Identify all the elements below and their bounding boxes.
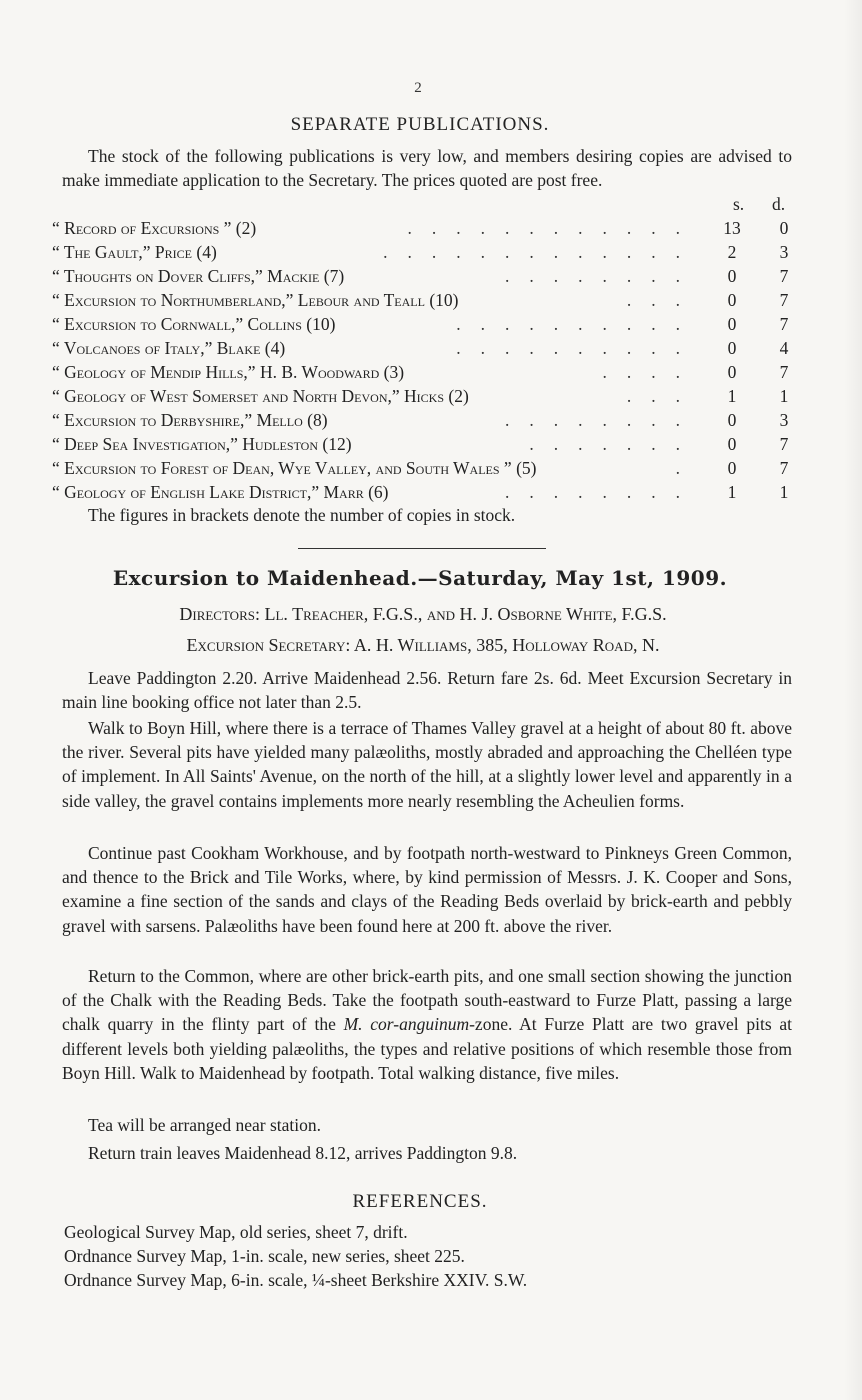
leader-dots: ........	[505, 410, 700, 430]
publication-title: “ Deep Sea Investigation,” Hudleston (12)	[52, 434, 352, 454]
price-shillings: 1	[727, 482, 737, 502]
excursion-secretary	[0, 633, 846, 657]
excursion-paragraph-6: Return train leaves Maidenhead 8.12, arrives Paddington 9.8.	[88, 1143, 518, 1163]
publication-title: “ Record of Excursions ” (2)	[52, 218, 257, 238]
publication-row	[52, 336, 796, 360]
price-shillings: 13	[723, 218, 741, 238]
price-shillings: 0	[727, 458, 737, 478]
paragraph-4-text-a: Return to the Common, where are other brick-earth pits, and one small section showing the junction of the Chalk with the Reading Beds. Take the footpath south-eastward to Furze Platt, passing a large chalk quarry in the flinty part of the	[62, 966, 792, 1035]
publication-row	[52, 240, 796, 264]
leader-dots: ...	[626, 386, 700, 406]
price-shillings: 0	[727, 314, 737, 334]
price-pence: 7	[779, 266, 789, 286]
price-pence: 3	[779, 242, 789, 262]
publication-title: “ Volcanoes of Italy,” Blake (4)	[52, 338, 286, 358]
price-pence: 0	[779, 218, 789, 238]
publication-row	[52, 264, 796, 288]
excursion-paragraph-1: Leave Paddington 2.20. Arrive Maidenhead 2.56. Return fare 2s. 6d. Meet Excursion Secretary in main line booking office not later than 2.5.	[62, 668, 792, 713]
publication-row	[52, 360, 796, 384]
page-gutter-shadow	[844, 0, 862, 1400]
price-shillings: 0	[727, 290, 737, 310]
price-pence: 7	[779, 434, 789, 454]
references-heading: REFERENCES.	[352, 1191, 488, 1212]
publication-row	[52, 312, 796, 336]
shillings-column-header: s.	[733, 194, 745, 214]
excursion-title: Excursion to Maidenhead.—Saturday, May 1st, 1909.	[112, 566, 728, 590]
publications-intro: The stock of the following publications is very low, and members desiring copies are advised to make immediate application to the Secretary. The prices quoted are post free.	[62, 146, 792, 191]
reference-item: Ordnance Survey Map, 1-in. scale, new series, sheet 225.	[64, 1246, 465, 1266]
publication-row	[52, 456, 796, 480]
leader-dots: .......	[529, 434, 700, 454]
publication-title: “ Thoughts on Dover Cliffs,” Mackie (7)	[52, 266, 345, 286]
paragraph-4-text-b: -zone. At Furze Platt are two gravel pits at different levels both yielding palæoliths, the types and relative positions of which resemble those from Boyn Hill. Walk to Maidenhead by footpath. Total walking distance, five miles.	[62, 1014, 793, 1083]
price-shillings: 2	[727, 242, 737, 262]
separate-publications-heading: SEPARATE PUBLICATIONS.	[290, 114, 550, 135]
excursion-paragraph-4	[62, 964, 792, 1085]
price-shillings: 0	[727, 434, 737, 454]
pence-column-header: d.	[772, 194, 786, 214]
leader-dots: ............	[407, 218, 700, 238]
publication-title: “ Excursion to Forest of Dean, Wye Valley, and South Wales ” (5)	[52, 458, 537, 478]
price-shillings: 0	[727, 266, 737, 286]
excursion-directors: Directors: Ll. Treacher, F.G.S., and H. J. Osborne White, F.G.S.	[179, 604, 667, 624]
publication-title: “ Excursion to Derbyshire,” Mello (8)	[52, 410, 328, 430]
price-pence: 7	[779, 458, 789, 478]
publication-title: “ Geology of English Lake District,” Marr (6)	[52, 482, 389, 502]
page-number: 2	[414, 80, 422, 96]
leader-dots: .	[675, 458, 700, 478]
publication-title: “ Geology of West Somerset and North Devon,” Hicks (2)	[52, 386, 469, 406]
excursion-paragraph-2: Walk to Boyn Hill, where there is a terrace of Thames Valley gravel at a height of about 80 ft. above the river. Several pits have yielded many palæoliths, mostly abraded and approaching the Chelléen type of implement. In All Saints' Avenue, on the north of the hill, at a slightly lower level and apparently in a side valley, the gravel contains implements more nearly resembling the Acheulien forms.	[62, 718, 792, 811]
publication-row	[52, 408, 796, 432]
reference-item: Ordnance Survey Map, 6-in. scale, ¼-sheet Berkshire XXIV. S.W.	[64, 1270, 528, 1290]
publication-title: “ Geology of Mendip Hills,” H. B. Woodward (3)	[52, 362, 405, 382]
publication-row	[52, 480, 796, 504]
price-pence: 7	[779, 290, 789, 310]
excursion-paragraph-3: Continue past Cookham Workhouse, and by footpath north-westward to Pinkneys Green Common, and thence to the Brick and Tile Works, where, by kind permission of Messrs. J. K. Cooper and Sons, examine a fine section of the sands and clays of the Reading Beds overlaid by brick-earth and pebbly gravel with sarsens. Palæoliths have been found here at 200 ft. above the river.	[62, 843, 792, 936]
leader-dots: ..........	[456, 338, 700, 358]
price-pence: 7	[779, 362, 789, 382]
price-shillings: 0	[727, 410, 737, 430]
section-divider	[298, 548, 546, 549]
leader-dots: ....	[602, 362, 700, 382]
reference-item: Geological Survey Map, old series, sheet 7, drift.	[64, 1222, 408, 1242]
leader-dots: ........	[505, 266, 700, 286]
price-pence: 3	[779, 410, 789, 430]
publications-footnote: The figures in brackets denote the number of copies in stock.	[88, 505, 516, 525]
price-shillings: 1	[727, 386, 737, 406]
price-shillings: 0	[727, 338, 737, 358]
publication-row	[52, 432, 796, 456]
leader-dots: ........	[505, 482, 700, 502]
price-shillings: 0	[727, 362, 737, 382]
leader-dots: ...	[626, 290, 700, 310]
publication-row	[52, 288, 796, 312]
publication-row	[52, 216, 796, 240]
publication-title: “ Excursion to Northumberland,” Lebour and Teall (10)	[52, 290, 459, 310]
price-pence: 1	[779, 482, 789, 502]
leader-dots: .............	[383, 242, 700, 262]
price-pence: 7	[779, 314, 789, 334]
publication-title: “ Excursion to Cornwall,” Collins (10)	[52, 314, 336, 334]
price-pence: 4	[779, 338, 789, 358]
leader-dots: ..........	[456, 314, 700, 334]
excursion-paragraph-5: Tea will be arranged near station.	[88, 1115, 321, 1135]
price-pence: 1	[779, 386, 789, 406]
excursion-secretary-text: Excursion Secretary: A. H. Williams, 385, Holloway Road, N.	[186, 635, 660, 655]
publication-row	[52, 384, 796, 408]
publication-title: “ The Gault,” Price (4)	[52, 242, 217, 262]
zone-name-italic: M. cor-anguinum	[343, 1014, 470, 1035]
